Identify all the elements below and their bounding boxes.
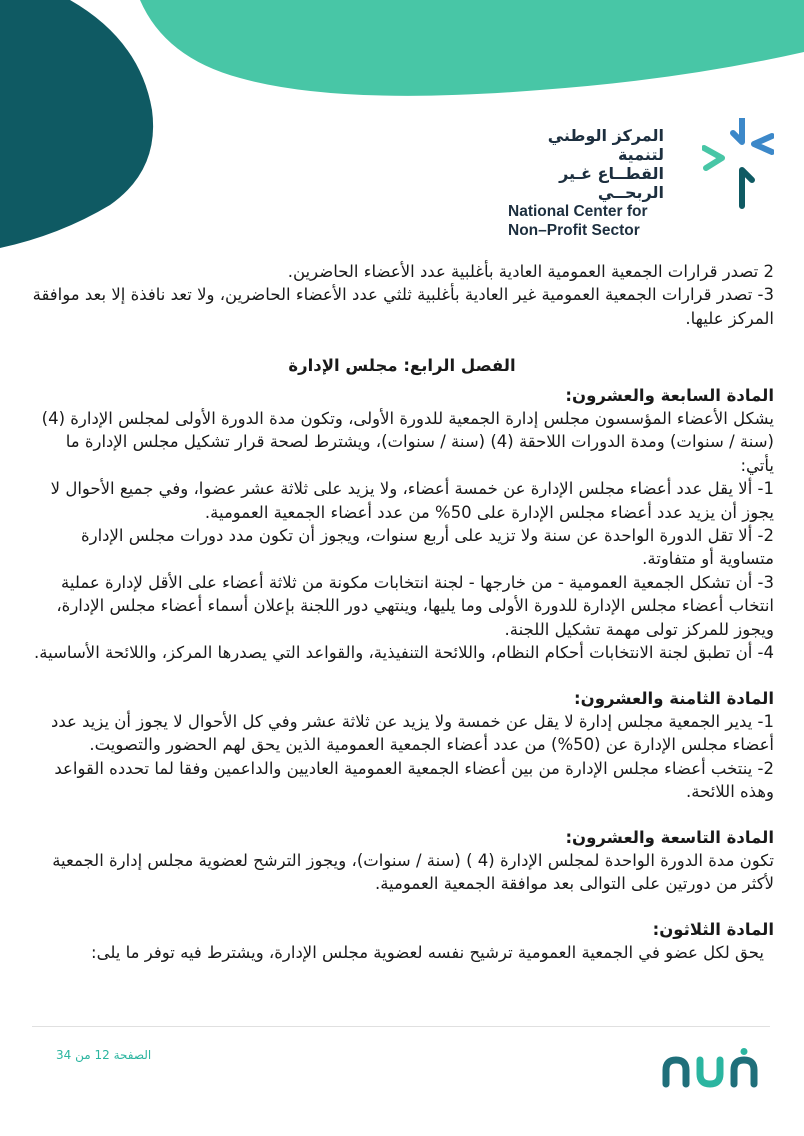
document-body — [30, 260, 774, 965]
footer-divider — [32, 1026, 770, 1027]
article-27-title: المادة السابعة والعشرون: — [565, 385, 774, 405]
article-30-text: يحق لكل عضو في الجمعية العمومية ترشيح نفسه لعضوية مجلس الإدارة، ويشترط فيه توفر ما يلى: — [91, 943, 764, 963]
article-28-title: المادة الثامنة والعشرون: — [574, 688, 774, 708]
logo-english-line-2: Non–Profit Sector — [508, 222, 640, 239]
logo-arabic-line-2: القطــاع غـير الربحــي — [559, 164, 664, 202]
article-29-text: تكون مدة الدورة الواحدة لمجلس الإدارة (4 ) (سنة / سنوات)، ويجوز الترشح لعضوية مجلس إدارة الجمعية لأكثر من دورتين على التوالى بعد موافقة الجمعية العمومية. — [52, 850, 774, 894]
ncnp-arrows-icon — [702, 118, 774, 210]
article-27-item-3: 3- أن تشكل الجمعية العمومية - من خارجها - لجنة انتخابات مكونة من ثلاثة أعضاء على الأقل لإدارة عملية انتخاب أعضاء مجلس الإدارة للدورة الأولى وما يليها، وينتهي دور اللجنة بإعلان أسماء أعضاء مجلس الإدارة، ويجوز للمركز تولى مهمة تشكيل اللجنة. — [56, 572, 774, 639]
logo-arabic-line-1: المركز الوطني لتنمية — [547, 126, 664, 164]
ncnp-logo — [508, 118, 774, 239]
logo-text — [504, 126, 664, 240]
article-28-item-2: 2- ينتخب أعضاء مجلس الإدارة من بين أعضاء الجمعية العمومية العاديين والداعمين وفقا لما تحدده القواعد وهذه اللائحة. — [54, 758, 774, 802]
nawn-logo-icon — [660, 1048, 764, 1092]
logo-english-line-1: National Center for — [508, 203, 648, 220]
article-27-item-4: 4- أن تطبق لجنة الانتخابات أحكام النظام، واللائحة التنفيذية، والقواعد التي يصدرها المركز، واللائحة الأساسية. — [34, 643, 774, 663]
article-27-item-1: 1- ألا يقل عدد أعضاء مجلس الإدارة عن خمسة أعضاء، ولا يزيد على ثلاثة عشر عضوا، وفي جميع الأحوال لا يجوز أن يزيد عدد أعضاء مجلس الإدارة على 50% من عدد أعضاء الجمعية العمومية. — [50, 479, 774, 522]
article-29-title: المادة التاسعة والعشرون: — [565, 827, 774, 847]
clause-3: 3- تصدر قرارات الجمعية العمومية غير العادية بأغلبية ثلثي عدد الأعضاء الحاضرين، ولا تعد نافذة إلا بعد موافقة المركز عليها. — [32, 285, 774, 328]
clause-2: 2 تصدر قرارات الجمعية العمومية العادية بأغلبية عدد الأعضاء الحاضرين. — [287, 262, 774, 281]
article-30-title: المادة الثلاثون: — [652, 919, 774, 939]
chapter-title: الفصل الرابع: مجلس الإدارة — [288, 356, 516, 376]
article-28-item-1: 1- يدير الجمعية مجلس إدارة لا يقل عن خمسة ولا يزيد عن ثلاثة عشر وفي كل الأحوال لا يجوز أن يزيد عدد أعضاء مجلس الإدارة عن (50%) من عدد أعضاء الجمعية العمومية الذين يحق لهم الحضور والتصويت. — [51, 711, 774, 755]
article-27-item-2: 2- ألا تقل الدورة الواحدة عن سنة ولا تزيد على أربع سنوات، ويجوز أن تكون مدد دورات مجلس الإدارة متساوية أو متفاوتة. — [80, 526, 774, 569]
page-number: الصفحة 12 من 34 — [56, 1048, 152, 1062]
article-27-intro: يشكل الأعضاء المؤسسون مجلس إدارة الجمعية للدورة الأولى، وتكون مدة الدورة الأولى لمجلس الإدارة (4) (سنة / سنوات) ومدة الدورات اللاحقة (4) (سنة / سنوات)، ويشترط لصحة قرار تشكيل مجلس الإدارة ما يأتي: — [41, 409, 774, 475]
